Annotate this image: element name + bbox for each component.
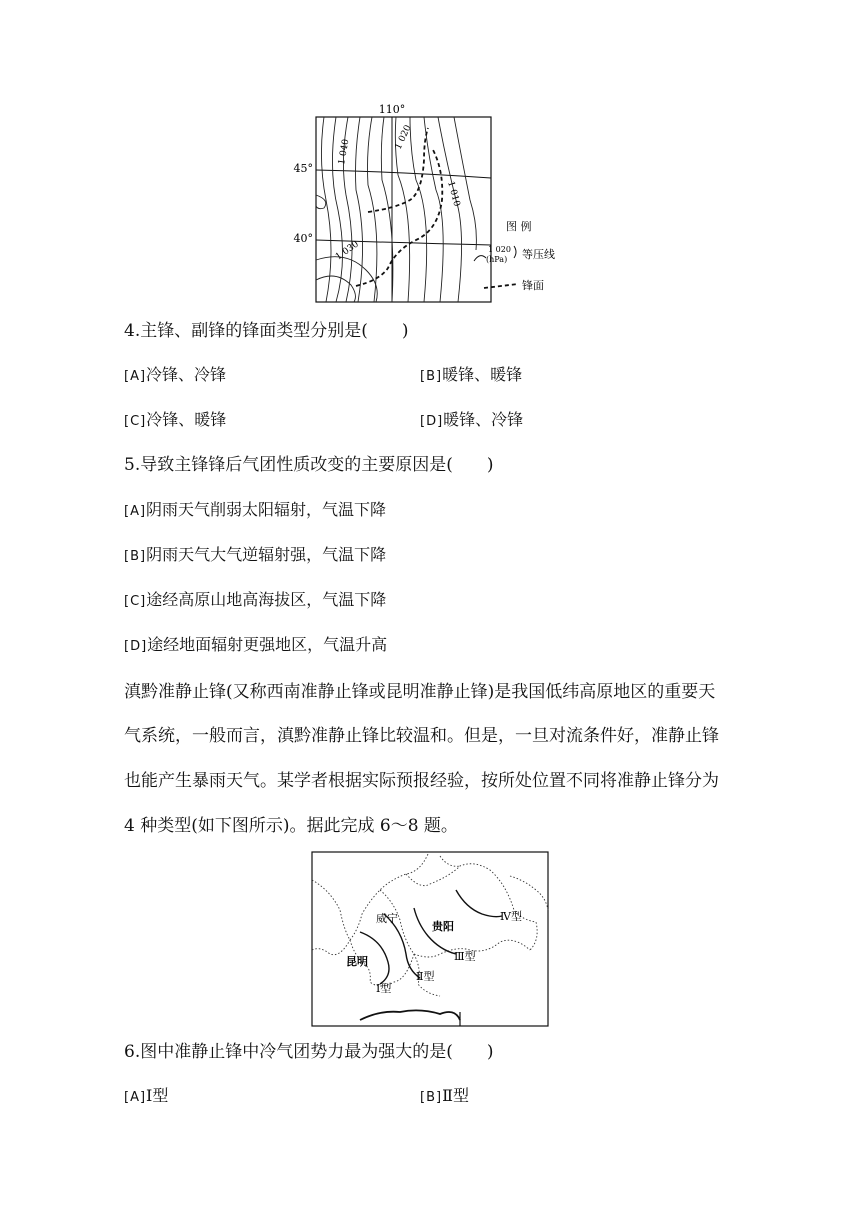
- legend-isobar-symbol: [474, 256, 486, 261]
- option-text: 途经地面辐射更强地区，气温升高: [147, 635, 388, 654]
- passage-line-1: 滇黔准静止锋(又称西南准静止锋或昆明准静止锋)是我国低纬高原地区的重要天: [124, 682, 716, 702]
- front-type-1-label: Ⅰ型: [376, 982, 392, 995]
- stationary-front-map-figure: [310, 850, 550, 1028]
- option-text: 暖锋、暖锋: [442, 365, 523, 384]
- isobar-1010-label: 1 010: [445, 180, 462, 208]
- q4-option-a[interactable]: [124, 364, 226, 388]
- front-type-4-label: Ⅳ型: [500, 910, 522, 923]
- option-label: [C]: [124, 414, 147, 429]
- front-type-4: [456, 890, 502, 917]
- q4-stem: 4.主锋、副锋的锋面类型分别是( ): [124, 321, 409, 341]
- main-front: [356, 148, 442, 286]
- q4-option-d[interactable]: [420, 409, 523, 433]
- city-weining: 威宁: [376, 912, 398, 925]
- national-border: [360, 1010, 460, 1020]
- option-label: [D]: [420, 414, 444, 429]
- legend-isobar-bracket: [514, 246, 516, 258]
- legend-title: 图 例: [506, 220, 532, 233]
- option-text: 途经高原山地高海拔区，气温下降: [146, 590, 387, 609]
- option-text: Ⅱ型: [442, 1086, 469, 1105]
- lat-45-label: 45°: [293, 162, 313, 175]
- option-text: 阴雨天气削弱太阳辐射，气温下降: [146, 500, 387, 519]
- q6-option-a[interactable]: [124, 1085, 168, 1109]
- q6-option-b[interactable]: [420, 1085, 469, 1109]
- isobar-1040-label: 1 040: [337, 138, 352, 166]
- legend-front-symbol: [484, 284, 518, 288]
- isobar-1020-label: 1 020: [393, 123, 414, 152]
- isobar-map-figure: [293, 100, 586, 306]
- option-label: [B]: [124, 549, 147, 564]
- option-label: [C]: [124, 594, 147, 609]
- q6-stem: 6.图中准静止锋中冷气团势力最为强大的是( ): [124, 1042, 494, 1062]
- q5-option-b[interactable]: [124, 544, 386, 568]
- front-type-2-label: Ⅱ型: [416, 970, 435, 983]
- passage-line-4: 4 种类型(如下图所示)。据此完成 6～8 题。: [124, 816, 458, 836]
- q5-stem: 5.导致主锋锋后气团性质改变的主要原因是( ): [124, 455, 494, 475]
- lon-label: 110°: [378, 103, 406, 116]
- option-text: 冷锋、冷锋: [146, 365, 227, 384]
- option-label: [B]: [420, 369, 443, 384]
- city-guiyang: 贵阳: [432, 920, 454, 933]
- legend-isobar-value: 1 020: [488, 245, 511, 254]
- option-label: [D]: [124, 639, 148, 654]
- legend-isobar-label: 等压线: [522, 248, 555, 261]
- option-text: 冷锋、暖锋: [146, 410, 227, 429]
- option-text: 阴雨天气大气逆辐射强，气温下降: [146, 545, 387, 564]
- option-label: [A]: [124, 504, 147, 519]
- lat-40-label: 40°: [293, 232, 313, 245]
- q5-option-c[interactable]: [124, 589, 386, 613]
- option-label: [A]: [124, 1090, 147, 1105]
- isobar-1030-label: 1 030: [333, 239, 361, 263]
- city-kunming: 昆明: [346, 955, 368, 968]
- legend-front-label: 锋面: [522, 279, 544, 292]
- option-label: [A]: [124, 369, 147, 384]
- front-type-3-label: Ⅲ型: [454, 950, 476, 963]
- passage-line-2: 气系统，一般而言，滇黔准静止锋比较温和。但是，一旦对流条件好，准静止锋: [124, 726, 719, 746]
- passage-line-3: 也能产生暴雨天气。某学者根据实际预报经验，按所处位置不同将准静止锋分为: [124, 771, 719, 791]
- option-label: [B]: [420, 1090, 443, 1105]
- option-text: 暖锋、冷锋: [443, 410, 524, 429]
- q4-option-b[interactable]: [420, 364, 522, 388]
- q5-option-a[interactable]: [124, 499, 386, 523]
- legend-isobar-unit: (hPa): [486, 255, 508, 264]
- q4-option-c[interactable]: [124, 409, 226, 433]
- q5-option-d[interactable]: [124, 634, 387, 658]
- option-text: Ⅰ型: [146, 1086, 169, 1105]
